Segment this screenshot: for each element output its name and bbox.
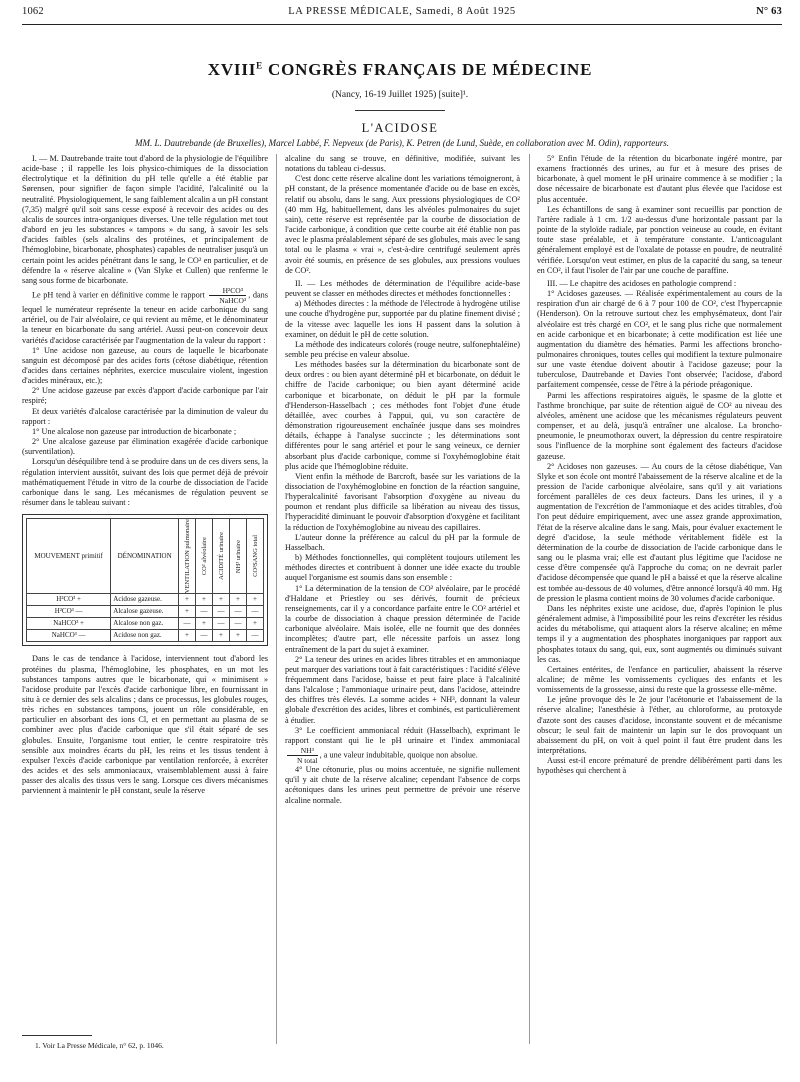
table-header: DÉNOMINATION: [111, 519, 179, 594]
paragraph: a) Méthodes directes : la méthode de l'électrode à hydrogène utilise une couche d'hydrogène pur, supportée par du platine finement divisé ; de la vitesse avec laquelle les ions H passent dans la solution à examiner, on déduit le pH de cette solution.: [285, 299, 520, 339]
paragraph: 2° Une acidose gazeuse par excès d'apport d'acide carbonique par l'air respiré;: [22, 386, 268, 406]
table-row: NaHCO³ — Acidose non gaz. + — + + —: [27, 630, 264, 642]
index-fraction: $\frac{\text{NH³}}{\text{N total}}$: [287, 746, 318, 765]
paragraph: C'est donc cette réserve alcaline dont les variations témoigneront, à pH constant, de la présence momentanée d'acide ou de base en excès, relatif ou absolu, dans le sang. Aux pressions physiologiques de CO² (40 mm Hg, habituellement, dans les alvéoles pulmonaires du sujet sain), cette réserve est représentée par la courbe de dissociation de l'acide carbonique, à condition que cette courbe ait été établie non pas avec le plasma préalablement séparé de ses globules, mais avec le sang total ou le plasma « vrai », c'est-à-dire centrifugé seulement après avoir été soumis, en présence de ses globules, aux pressions voulues de CO².: [285, 174, 520, 275]
paragraph: Vient enfin la méthode de Barcroft, basée sur les variations de la dissociation de l'oxyhémoglobine en fonction de la réaction sanguine, l'hyperalcalinité favorisant l'absorption d'oxygène au niveau du poumon et rendant plus difficile sa libération au niveau des tissus, l'hyperacidité diminuant le pouvoir d'absorption d'oxygène et facilitant la réduction de l'oxyhémoglobine au niveau des capillaires.: [285, 471, 520, 532]
paragraph: 3° Le coefficient ammoniacal réduit (Hasselbach), exprimant le rapport constant qui lie le pH urinaire et l'index ammoniacal $\frac{\text{NH³}}{\text{N total}}$ , a une valeur indubitable, quoique non absolue.: [285, 725, 520, 766]
table-row: H²CO³ + Acidose gazeuse. + + + + +: [27, 594, 264, 606]
paragraph: Et deux variétés d'alcalose caractérisée par la diminution de valeur du rapport :: [22, 406, 268, 426]
paragraph: 1° Une acidose non gazeuse, au cours de laquelle le bicarbonate sanguin est décomposé par des acides forts (cétose diabétique, rétention d'acides dans certaines néphrites, exercice musculaire violent, ingestion d'acides minéraux, etc.);: [22, 345, 268, 386]
footnote: 1. Voir La Presse Médicale, n° 62, p. 1046.: [35, 1041, 164, 1050]
issue-number: N° 63: [756, 6, 782, 17]
paragraph: 2° La teneur des urines en acides libres titrables et en ammoniaque peut marquer des variations tout à fait caractéristiques : l'acidité s'élève fréquemment dans l'acidose, baisse et peut faire place à l'alcalinité dans l'alcalose ; l'ammoniaque urinaire peut, dans l'acidose, atteindre des chiffres très élevés. La somme acides + NH³, donnant la valeur globale d'excrétion des acides, libres et combinés, est particulièrement à étudier.: [285, 654, 520, 725]
authors-line: MM. L. Dautrebande (de Bruxelles), Marcel Labbé, F. Nepveux (de Paris), K. Petren (de Lund, Suède, en collaboration avec M. Odin), rapporteurs.: [135, 138, 669, 148]
table-row: H²CO³ — Alcalose gazeuse. + — — — —: [27, 606, 264, 618]
article-subtitle: (Nancy, 16-19 Juillet 1925) [suite]¹.: [331, 90, 469, 100]
paragraph: Les méthodes basées sur la détermination du bicarbonate sont de deux ordres : ou bien ayant déterminé pH et bicarbonate, on déduit le chiffre de l'acide carbonique; ou bien ayant déterminé acide carbonique et bicarbonate, on déduit le pH par la formule d'Henderson-Hasselbach ; ces méthodes font l'objet d'une étude détaillée, avec courbes à l'appui, qui, vu son caractère de démonstration rigoureusement enchaînée jusque dans ses moindres détails, échappe à l'analyse succincte ; les déterminations sont différentes pour le sang artériel et pour le sang veineux, ce dernier absorbant plus d'acide carbonique, comme si l'oxyhémoglobine était plus acide que l'hémoglobine réduite.: [285, 360, 520, 471]
table-header: MOUVEMENT primitif: [27, 519, 111, 594]
paragraph: Certaines entérites, de l'enfance en particulier, abaissent la réserve alcaline; de même les vomissements cycliques des enfants et les vomissements de la grossesse, ainsi du reste que la grossesse elle-même.: [537, 664, 782, 695]
footnote-rule: [22, 1035, 92, 1036]
paragraph: 2° Une alcalose gazeuse par élimination exagérée d'acide carbonique (surventilation).: [22, 437, 268, 457]
table-header: CO²SANG total: [247, 519, 264, 594]
column-3: [537, 154, 782, 1064]
table-header: ACIDITÉ urinaire: [213, 519, 230, 594]
paragraph: III. — Le chapitre des acidoses en pathologie comprend :: [547, 278, 737, 288]
paragraph: 5° Enfin l'étude de la rétention du bicarbonate ingéré montre, par examens fractionnés des urines, au fur et à mesure des prises de bicarbonate, à quel moment le pH urinaire commence à se modifier ; la dose nécessaire de bicarbonate est d'autant plus élevée que l'acidose est plus accentuée.: [537, 154, 782, 204]
ratio-fraction: $\frac{\text{H²CO³}}{\text{NaHCO³}}$: [209, 286, 246, 305]
title-rule: [355, 110, 445, 111]
column-divider: [276, 154, 277, 1044]
paragraph: Aussi est-il encore prématuré de prendre délibérément parti dans les hypothèses qui cherchent à: [537, 756, 782, 776]
table-header: VENTILATION pulmonaire: [179, 519, 196, 594]
table-row: NaHCO³ + Alcalose non gaz. — + — — +: [27, 618, 264, 630]
paragraph: Les échantillons de sang à examiner sont recueillis par ponction de l'artère radiale à 1 cm. 1/2 au-dessus d'une horizontale passant par la pointe de la styloïde radiale, par ponction veineuse au coude, en évitant toute stase préalable, et à température constante. L'anticoagulant généralement employé est de l'oxalate de potasse en poudre, de neutralité vérifiée. Lorsqu'on veut estimer, en plus de la capacité du sang, sa teneur en CO², il faut l'isoler de l'air par une couche de paraffine.: [537, 204, 782, 275]
paragraph: La méthode des indicateurs colorés (rouge neutre, sulfonephtaléine) semble peu précise en valeur absolue.: [285, 339, 520, 359]
paragraph: 1° La détermination de la tension de CO² alvéolaire, par le procédé d'Haldane et Priestley ou ses dérivés, fournit de précieux renseignements, car il y a concordance parfaite entre le CO² artériel et la courbe de dissociation à chaque pression déterminée de l'acide carbonique alvéolaire. Mais isolée, elle ne fournit que des données incomplètes; d'autre part, elle nécessite parfois un assez long entraînement de la part du sujet à examiner.: [285, 583, 520, 654]
paragraph: b) Méthodes fonctionnelles, qui complètent toujours utilement les méthodes directes et contribuent à donner une idée exacte du trouble auquel l'organisme est soumis dans son ensemble :: [285, 553, 520, 583]
column-2: [285, 154, 520, 1054]
paragraph: Lorsqu'un déséquilibre tend à se produire dans un de ces divers sens, la régulation intervient aussitôt, suivant des lois que permet déjà de prévoir mathématiquement l'étude in vitro de la courbe de dissociation de l'acide carbonique dans le sang. Les mécanismes de régulation peuvent se résumer dans le tableau suivant :: [22, 457, 268, 507]
paragraph: 4° Une cétonurie, plus ou moins accentuée, ne signifie nullement qu'il y ait chute de la réserve alcaline; cependant l'absence de corps acétoniques dans les urines peut permettre de prévoir une réserve alcaline normale.: [285, 765, 520, 805]
paragraph: I. — M. Dautrebande traite tout d'abord de la physiologie de l'équilibre acide-base ; il rappelle les lois physico-chimiques de la dissociation électrolytique et la définition du pH telle qu'elle a été établie par Sørensen, pour signifier de façon simple l'acidité, l'alcalinité ou la neutralité. Physiologiquement, le sang faiblement alcalin a un pH constant (7,35) malgré qu'il soit sans cesse exposé à recevoir des acides ou des alcalis de sources intra-organiques diverses. Une telle régulation met tout d'abord en jeu les substances « tampons » du sang, à savoir les sels d'acides faibles (sels alcalins des protéines, et principalement de l'hémoglobine, bicarbonate, phosphates) capables de neutraliser jusqu'à un certain point les acides pénétrant dans le sang, le CO² en particulier, et de défendre la « réserve alcaline » (Van Slyke et Cullen) que renferme le sang sous forme de bicarbonate.: [22, 154, 268, 285]
regulation-table: [22, 514, 268, 646]
column-divider: [529, 154, 530, 1044]
page-number: 1062: [22, 6, 44, 17]
header-rule: [22, 24, 782, 25]
paragraph: Parmi les affections respiratoires aiguës, le spasme de la glotte et l'asthme bronchique, par suite de rétention aiguë de CO² au niveau des alvéoles, amènent une acidose que les mécanismes régulateurs peuvent compenser, et au delà, jusqu'à entraîner une alcalose. La broncho-pneumonie, le pneumothorax ouvert, la dépression du centre respiratoire sous l'influence de la morphine sont également des facteurs d'acidose gazeuse.: [537, 390, 782, 461]
paragraph: 2° Acidoses non gazeuses. — Au cours de la cétose diabétique, Van Slyke et son école ont montré l'abaissement de la réserve alcaline et de la pression de l'acide carbonique alvéolaire, sans qu'il y ait variations forcément parallèles de ces deux facteurs. Dans les urines, il y a augmentation de l'excrétion de l'ammoniaque et des acides titrables, d'où l'on peut déduire empiriquement, avec une assez grande approximation, l'état de la réserve alcaline dans le sang. Mais, pour évaluer exactement le degré d'acidose, la seule méthode véritablement fidèle est la détermination de la courbe de dissociation de l'acide carbonique dans le sang ou le plasma vrai; elle est d'autant plus légitime que l'acidose ne cesse d'être compensée qu'à l'approche du coma; on ne devrait parler d'acidose décompensée que quand le pH a baissé et que la réserve alcaline est tombée au-dessous de 40 volumes, d'être annoncé lorsqu'à 40 mm. Hg de pression le plasma contient moins de 30 volumes d'acide carbonique.: [537, 461, 782, 603]
section-heading: L'ACIDOSE: [361, 121, 439, 135]
running-title: LA PRESSE MÉDICALE, Samedi, 8 Août 1925: [288, 6, 516, 17]
table-header: NH³ urinaire: [230, 519, 247, 594]
paragraph: Dans les néphrites existe une acidose, due, d'après l'opinion le plus généralement admise, à l'impossibilité pour les reins d'excréter les résidus acides du métabolisme, qui attaquent alors la réserve alcaline; en même temps il y a augmentation des phosphates inorganiques par rapport aux phosphates totaux du sang, qui, eux, sont augmentés ou diminués suivant les cas.: [537, 603, 782, 664]
paragraph: Le pH tend à varier en définitive comme le rapport $\frac{\text{H²CO³}}{\text{NaHCO³}}$ , dans lequel le numérateur représente la teneur en acide carbonique du sang artériel, ou de l'air alvéolaire, ce qui revient au même, et le dénominateur la teneur en bicarbonate du sang artériel. Aussi peut-on concevoir deux variétés d'acidose caractérisée par l'augmentation de la valeur du rapport :: [22, 286, 268, 345]
paragraph: 1° Une alcalose non gazeuse par introduction de bicarbonate ;: [32, 426, 237, 436]
paragraph: II. — Les méthodes de détermination de l'équilibre acide-base peuvent se classer en méthodes directes et méthodes fonctionnelles :: [285, 278, 520, 299]
paragraph: L'auteur donne la préférence au calcul du pH par la formule de Hasselbach.: [285, 532, 520, 552]
paragraph: Le jeûne provoque dès le 2e jour l'acétonurie et l'abaissement de la réserve alcaline; l'anesthésie à l'éther, au chloroforme, au protoxyde d'azote sont des causes d'acidose, inconstante souvent et de mécanisme obscur; le seul fait de maintenir un lapin sur le dos provoquant un abaissement du pH, on voit à quel point il faut être prudent dans les interprétations.: [537, 695, 782, 756]
article-title: $XVIII^E$ CONGRÈS FRANÇAIS DE MÉDECINE: [207, 60, 593, 79]
paragraph: alcaline du sang se trouve, en définitive, modifiée, suivant les notations du tableau ci-dessus.: [285, 154, 520, 174]
paragraph: Dans le cas de tendance à l'acidose, interviennent tout d'abord les protéines du plasma, l'hémoglobine, les phosphates, en un mot les substances tampons autres que le bicarbonate, qui « minimisent » l'acidose produite par l'excès d'acide carbonique libre, en fournissant in situ à ce dernier des sels alcalins ; dans ce processus, les globules rouges, très riches en substances tampons, jouent un rôle considérable, en particulier en absorbant des ions Cl, et en permettant au plasma de se combiner avec plus d'acide carbonique que s'il était séparé de ses globules. Ensuite, l'organisme tout entier, le centre respiratoire très sensible aux moindres écarts du pH, les reins et les tissus tendent à expulser l'excès d'acide carbonique par ventilation renforcée, à excréter des acides et des sels ammoniacaux, vraisemblablement aussi à faire passer des alcalis des tissus vers le sang. Lorsque ces divers mécanismes parviennent à maintenir le pH constant, seule la réserve: [22, 654, 268, 796]
table-header: CO² alvéolaire: [196, 519, 213, 594]
running-header: [22, 6, 782, 24]
column-1: [22, 154, 268, 1066]
paragraph: 1° Acidoses gazeuses. — Réalisée expérimentalement au cours de la respiration d'un air chargé de 6 à 7 pour 100 de CO², c'est l'hypercapnie (Henderson). On la retrouve surtout chez les emphysémateux, dont l'air alvéolaire est très chargé en CO², et le sang plus riche que normalement en acide carbonique et en bicarbonate; à cette modification est liée une augmentation du diamètre des hématies. Parmi les affections broncho-pulmonaires chroniques, toutes celles qui modifient la texture pulmonaire sur une vaste étendue doivent aboutir à l'acidose gazeuse; pour la tuberculose, Dautrebande et Davies l'ont observée; l'acidose, d'abord parfaitement compensée, cesse de l'être à la période préagonique.: [537, 289, 782, 390]
